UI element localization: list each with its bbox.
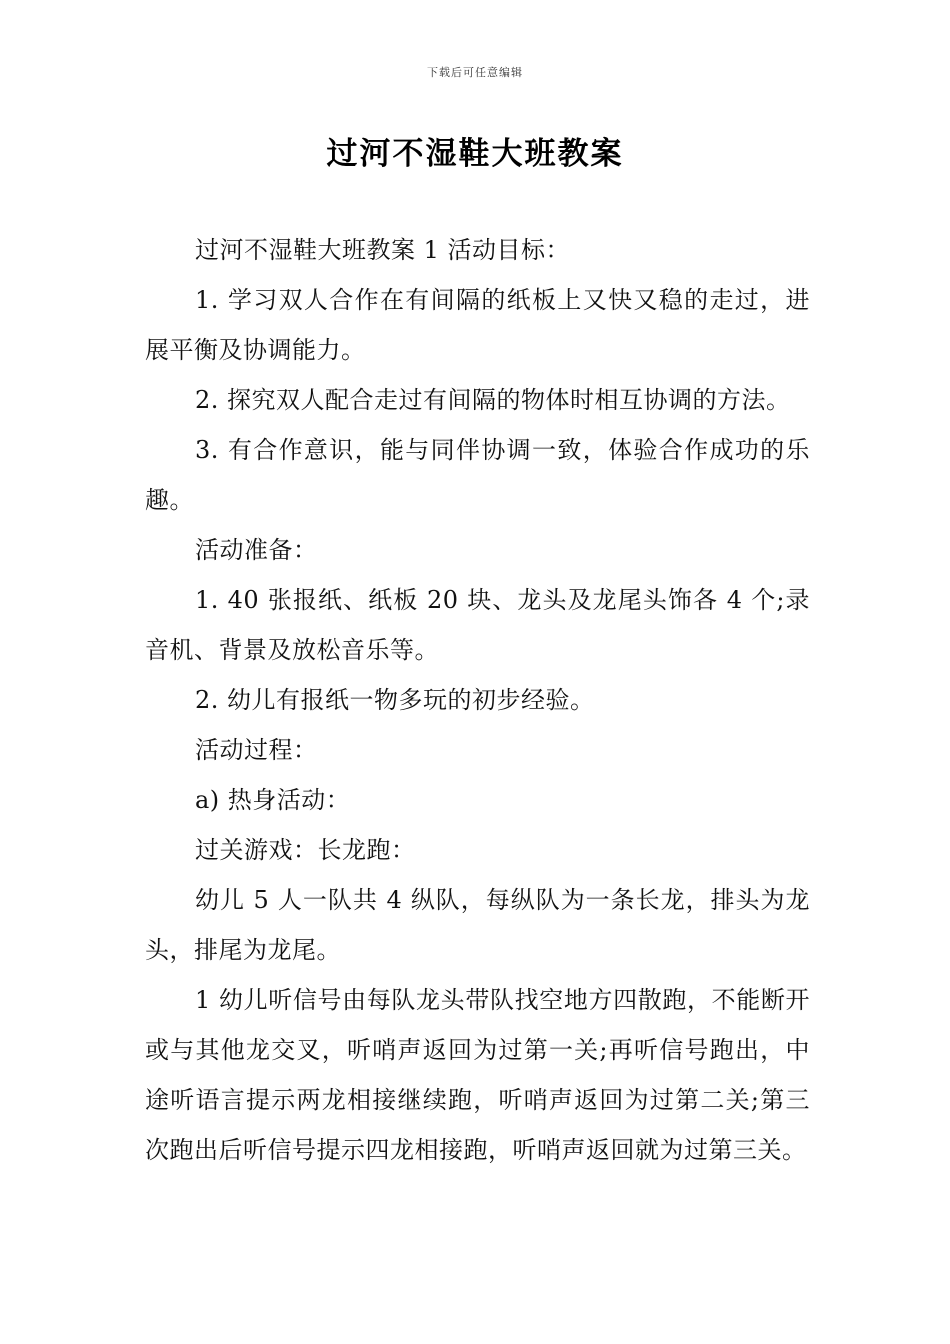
document-title: 过河不湿鞋大班教案 — [326, 136, 624, 172]
paragraph-intro: 过河不湿鞋大班教案 1 活动目标： — [195, 236, 571, 264]
paragraph-goal-1: 1. 学习双人合作在有间隔的纸板上又快又稳的走过，进展平衡及协调能力。 — [145, 286, 810, 364]
paragraph-preparation-2: 2. 幼儿有报纸一物多玩的初步经验。 — [195, 686, 595, 714]
paragraph-process-heading: 活动过程： — [195, 736, 318, 764]
paragraph-game-rules: 1 幼儿听信号由每队龙头带队找空地方四散跑，不能断开或与其他龙交叉，听哨声返回为过第一关;再听信号跑出，中途听语言提示两龙相接继续跑，听哨声返回为过第二关;第三次跑出后听信号提示四龙相接跑，听哨声返回就为过第三关。 — [145, 986, 810, 1164]
paragraph-preparation-heading: 活动准备： — [195, 536, 318, 564]
paragraph-goal-3: 3. 有合作意识，能与同伴协调一致，体验合作成功的乐趣。 — [145, 436, 810, 514]
paragraph-preparation-1: 1. 40 张报纸、纸板 20 块、龙头及龙尾头饰各 4 个;录音机、背景及放松音乐等。 — [145, 586, 810, 664]
paragraph-warmup: a) 热身活动： — [195, 786, 351, 814]
paragraph-game-setup: 幼儿 5 人一队共 4 纵队，每纵队为一条长龙，排头为龙头，排尾为龙尾。 — [145, 886, 810, 964]
header-note: 下载后可任意编辑 — [427, 66, 523, 79]
document-body — [145, 225, 810, 1175]
paragraph-goal-2: 2. 探究双人配合走过有间隔的物体时相互协调的方法。 — [195, 386, 791, 414]
paragraph-game-title: 过关游戏：长龙跑： — [195, 836, 416, 864]
